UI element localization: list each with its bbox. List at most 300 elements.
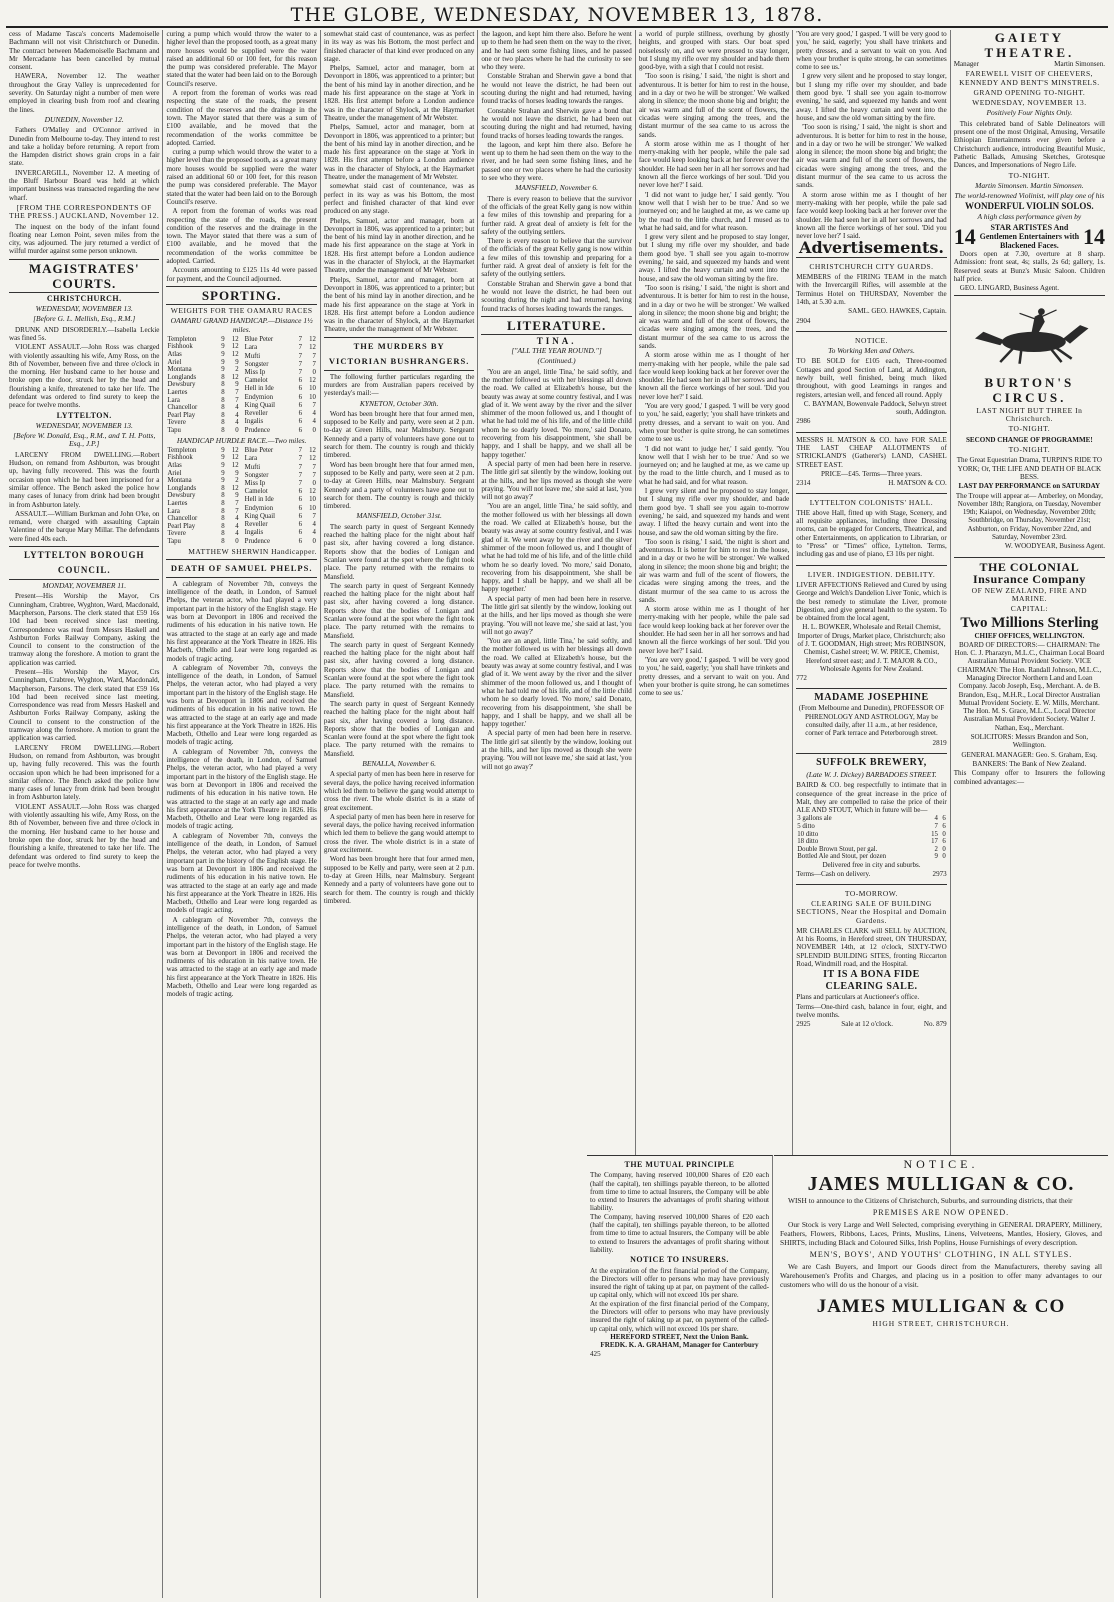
hurdle-weight-cell: 8: [221, 507, 225, 515]
bona-text: Plans and particulars at Auctioneer's office.: [796, 993, 920, 1002]
burton-tour: The Troupe will appear at— Amberley, on Monday, November 18th; Rangiora, on Tuesday, November 19th; Kaiapoi, on Wednesday, November 20th; Southbridge, on Thursday, November 21st; Ashburton, on Friday, November 22nd, and Saturday, November 23rd.: [955, 491, 1103, 541]
hurdle-weight-cell: 6: [298, 488, 303, 496]
weight-cell: 0: [312, 426, 316, 434]
hurdle-weight-cell: 8: [221, 537, 225, 545]
hurdle-weight-cell: 8: [221, 530, 225, 538]
hurdle-weight-cell: 12: [309, 447, 316, 455]
mansfield-dateline: MANSFIELD, October 31st.: [356, 511, 442, 521]
hurdle-weight-cell: Tevere: [167, 530, 186, 538]
water-paragraph-2: curing a pump which would throw the water to a higher level than the proposed tooth, as a great many more houses would be supplied were the water raised an additional 60 or 100 feet, for this reason the pump was considered preferable. The Mayor stated that the water had been laid on to the Borough Council's reserve.: [166, 148, 317, 206]
works-report: A report from the foreman of works was read respecting the state of the roads, the present condition of the reserves and the drainage in the town. The Mayor stated that there was a sum of £100 available, and he moved that the recommendation of the works committee be adopted. Carried.: [166, 89, 317, 147]
josephine-text: (From Melbourne and Dunedin), PROFESSOR OF PHRENOLOGY AND ASTROLOGY, May be consulted daily, after 11 a.m., at her residence, corner of Park terrace and Peterborough street.: [798, 704, 945, 738]
hurdle-weight-row: [166, 485, 239, 493]
mutual-text-2: The Company, having reserved 100,000 Shares of £20 each (half the capital), ten shillings payable thereon, to be allotted from time to time to actual Insurers, the Company will be able to extend to Insurers the advantages of profit sharing without liability.: [590, 1212, 769, 1254]
hurdle-weight-row: [244, 471, 317, 479]
hurdle-weight-cell: 9: [221, 462, 225, 469]
phelps-text: A cablegram of November 7th, conveys the intelligence of the death, in London, of Samuel Phelps, the veteran actor, who had played a very important part in the history of the English stage. He was born at Devonport in 1806 and received the rudiments of his education in his native town. He was attracted to the stage at an early age and made his first appearance at the York Theatre in 1826. His Macbeth, Othello and Lear were long regarded as models of tragic acting.: [166, 579, 317, 663]
hurdle-weight-cell: 4: [312, 521, 316, 529]
weight-cell: Reveller: [244, 410, 268, 418]
weight-cell: 6: [298, 401, 303, 409]
hurdle-weight-cell: Laertes: [167, 499, 188, 507]
mulligan-buy: We are Cash Buyers, and Import our Goods direct from the Manufacturers, thereby saving all Warehousemen's Profits and Charges, and placing us in a position to offer many advantages to our customers who will do us the honour of a visit.: [780, 1262, 1102, 1289]
weight-row: [166, 427, 239, 435]
weight-row: [166, 419, 239, 427]
weight-cell: 4: [235, 419, 239, 427]
price-cell: 3 gallons ale: [797, 815, 832, 823]
kyneton-dateline: KYNETON, October 30th.: [359, 398, 439, 408]
weight-cell: 12: [309, 377, 316, 385]
weight-cell: 4: [312, 418, 316, 426]
tina-p6: 'You are very good,' I gasped. 'I will be very good to you,' he said, eagerly; 'you shall have trinkets and pretty dresses, and a servant to wait on you. And when your brother is quite strong, he can sometimes come to see us.': [638, 402, 790, 444]
weight-cell: Ariel: [167, 358, 182, 366]
violinist-text: The world-renowned Violinist, will play one of his: [954, 191, 1105, 201]
lyttelton-court-before: [Before W. Donald, Esq., R.M., and T. H. Potts, Esq., J.P.]: [13, 431, 156, 449]
phelps-cont: somewhat staid cast of countenance, was as perfect in its way as was his Bottom, the most perfect and finished character of that kind ever produced on any stage.: [323, 30, 475, 63]
hurdle-weight-cell: 9: [221, 469, 225, 477]
weight-cell: Songster: [244, 360, 269, 368]
phelps-bio-4: Phelps, Samuel, actor and manager, born at Devonport in 1806, was apprenticed to a printer; but the bent of his mind lay in another direction, and he made his first appearance on the stage at York in 1828. His first attempt before a London audience was in the character of Shylock, at the Haymarket Theatre, under the management of Mr Webster.: [323, 216, 475, 275]
hurdle-weight-cell: 6: [298, 529, 303, 537]
dunedin-report: Fathers O'Malley and O'Connor arrived in Dunedin from Melbourne to-day. They intend to rest and take a holiday before returning. A report from the Hampden district shows grain crops in a fair state.: [9, 126, 160, 168]
weight-cell: 6: [298, 385, 303, 393]
suffolk-prices: [796, 815, 946, 861]
hurdle-weight-cell: 6: [298, 521, 303, 529]
hurdle-weight-row: [244, 463, 317, 471]
bona-footer: [796, 1020, 946, 1028]
murders-text-2: Word has been brought here that four armed men, supposed to be Kelly and party, were seen at 2 p.m. to-day at Green Hills, near Malmsbury. Sergeant Kennedy and a party of volunteers have gone out to search for them. The country is rough and thickly timbered.: [323, 460, 475, 511]
colonial-ad: [954, 557, 1105, 790]
weight-cell: Dewsbury: [167, 381, 196, 389]
weight-cell: Montana: [167, 366, 192, 374]
weight-cell: 12: [231, 343, 239, 351]
hurdle-weight-cell: 4: [235, 530, 239, 538]
weight-cell: 12: [231, 373, 239, 381]
murders-cont: the lagoon, and kept him there also. Before he went up to them he had seen them on the way to the river, and he had seen some fishing lines, and he passed one or two places where he had the curiosity to see who they were.: [481, 30, 632, 72]
weight-cell: 8: [221, 404, 225, 412]
weight-row: [166, 397, 239, 405]
weight-cell: 0: [312, 368, 316, 376]
manager-row: [954, 60, 1105, 68]
weight-row: [244, 352, 317, 360]
hurdle-weight-cell: 12: [309, 488, 316, 496]
tomorrow-head: TO-MORROW.: [844, 888, 899, 898]
weight-cell: 6: [298, 410, 303, 418]
hurdle-weight-cell: 6: [298, 512, 303, 520]
phelps-text-2: A cablegram of November 7th, conveys the intelligence of the death, in London, of Samuel Phelps, the veteran actor, who had played a very important part in the history of the English stage. He was born at Devonport in 1806 and received the rudiments of his education in his native town. He was attracted to the stage at an early age and made his first appearance at the York Theatre in 1826. His Macbeth, Othello and Lear were long regarded as models of tragic acting.: [166, 663, 317, 747]
weight-row: [166, 374, 239, 382]
weight-cell: 10: [309, 385, 316, 393]
weight-cell: 12: [309, 336, 316, 344]
hurdle-weight-row: [166, 470, 239, 478]
weight-cell: Lara: [244, 344, 258, 352]
hurdle-weight-cell: Fishhook: [167, 454, 193, 462]
price-row: [796, 838, 946, 846]
weight-cell: 7: [298, 360, 303, 368]
colonial-continued: [587, 1155, 773, 1598]
price-cell: 6: [942, 815, 946, 823]
price-cell: 7: [934, 823, 938, 831]
tina-p7: I grew very silent and he proposed to stay longer, but I slung my rifle over my shoulder, and bade them good bye. 'I shall see you again to-morrow evening,' he said, and squeezed my hands and went away. I lifted the heavy curtain and went into the house, and saw the old woman sitting by the fire.: [638, 233, 790, 283]
chief-offices: CHIEF OFFICES, WELLINGTON.: [974, 632, 1085, 641]
bona-head: IT IS A BONA FIDE CLEARING SALE.: [823, 969, 920, 993]
rumours-text-2: There is every reason to believe that the survivor of the officials of the great Kelly gang is now within a few miles of this township and preparing for a further raid. A great deal of anxiety is felt for the safety of the outlying settlers.: [481, 237, 632, 279]
weight-row: [244, 385, 317, 393]
mulligan-firm: JAMES MULLIGAN & CO.: [807, 1173, 1075, 1195]
hurdle-weight-cell: Lara: [244, 455, 258, 463]
search-text: The search party in quest of Sergeant Kennedy reached the halting place for the night about half past six, after having covered a long distance. Reports show that the bodies of Lonigan and Scanlan were found at the spot where the fight took place. The party returned with the remains to Mansfield.: [323, 522, 475, 581]
weights-table-right: [244, 336, 317, 435]
weight-cell: 9: [221, 358, 225, 366]
tina-continued: (Continued.): [537, 356, 576, 366]
hurdle-weight-cell: Mufti: [244, 463, 261, 471]
matson-head: MESSRS H. MATSON & CO. have FOR SALE THE LAST CHEAP ALLOTMENTS of STRICKLAND'S (Gatherer's) LAND, CASHEL STREET EAST.: [796, 435, 947, 469]
gaiety-heading: GAIETY THEATRE.: [984, 30, 1075, 60]
weight-row: [244, 344, 317, 352]
price-cell: 10 ditto: [797, 830, 819, 838]
mulligan-stock: Our Stock is very Large and Well Selected, comprising everything in GENERAL DRAPERY, Millinery, Feathers, Flowers, Ribbons, Laces, Prints, Muslins, Linens, Velveteens, Mantles, Hosiery, Gloves, and SHIRTS, including Black and Coloured Silks, Irish Poplins, House Furnishings of every description.: [780, 1220, 1102, 1247]
insurers-head: NOTICE TO INSURERS.: [630, 1255, 729, 1265]
weights-tables: [166, 336, 316, 435]
tina-text-3: 'You are an angel, little Tina,' he said softly, and the mother followed us with her blessings all down the road. We called at Elizabeth's house, but the beauty was away at some country festival, and I was glad of it. We went away by the river and the silver shimmer of the moon followed us, and I thought of what he had told me of his life, and of the little child whom he so dearly loved. 'No more,' said Donato, recovering from his disappointment, 'she shall be happy, and I shall be happy, and we shall all be happy together.': [481, 502, 632, 594]
weight-cell: 12: [309, 344, 316, 352]
mulligan-clothing: MEN'S, BOYS', AND YOUTHS' CLOTHING, IN ALL STYLES.: [809, 1250, 1073, 1259]
hurdle-weight-row: [166, 492, 239, 500]
hurdle-weight-row: [244, 488, 317, 496]
weight-row: [166, 351, 239, 359]
hurdle-weight-row: [166, 523, 239, 531]
hurdle-weight-cell: Templeton: [167, 446, 197, 454]
hurdle-weight-cell: 8: [221, 484, 225, 492]
water-paragraph: curing a pump which would throw the water to a higher level than the proposed tooth, as a great many more houses would be supplied were the water raised an additional 60 or 100 feet, for this reason the pump was considered preferable. The Mayor stated that the water had been laid on to the Borough Council's reserve.: [166, 30, 317, 88]
search-text-4: The search party in quest of Sergeant Kennedy reached the halting place for the night about half past six, after having covered a long distance. Reports show that the bodies of Lonigan and Scanlan were found at the spot where the fight took place. The party returned with the remains to Mansfield.: [323, 699, 475, 758]
weight-cell: 6: [298, 426, 303, 434]
matson-ad: [796, 432, 946, 491]
hurdle-weight-cell: 8: [221, 515, 225, 523]
mulligan-wish: WISH to announce to the Citizens of Christchurch, Suburbs, and surrounding districts, that their: [788, 1196, 1073, 1205]
price-cell: 17: [931, 838, 938, 846]
christchurch-court-date: WEDNESDAY, NOVEMBER 13.: [35, 304, 133, 314]
notice-text: TO BE SOLD for £105 each, Three-roomed Cottages and good Section of Land, at Addington, newly built, well finished, being much liked throughout, with good Leamings in ranges and registers, artesian well, and fenced all round. Apply: [796, 357, 947, 399]
insurers-text-2: At the expiration of the first financial period of the Company, the Directors will offer to persons who may have previously insured the right of taking up at par, on payment of the called-up capital only, which will not exceed 10s per share.: [590, 1299, 769, 1333]
hurdle-weight-cell: 0: [235, 537, 239, 545]
hurdle-weight-cell: 7: [235, 499, 239, 507]
hurdle-weight-row: [166, 454, 239, 462]
price-cell: 0: [942, 853, 946, 861]
hurdle-weight-cell: 12: [231, 454, 239, 462]
hurdle-weight-row: [166, 447, 239, 455]
dunedin-dateline: DUNEDIN, November 12.: [44, 114, 124, 124]
hurdle-weight-row: [244, 496, 317, 504]
tina-p6b: 'You are very good,' I gasped. 'I will be very good to you,' he said, eagerly; 'you shall have trinkets and pretty dresses, and a servant to wait on you. And when your brother is quite strong, he can sometimes come to see us.': [638, 655, 790, 698]
phelps-text-3: A cablegram of November 7th, conveys the intelligence of the death, in London, of Samuel Phelps, the veteran actor, who had played a very important part in the history of the English stage. He was born at Devonport in 1806 and received the rudiments of his education in his native town. He was attracted to the stage at an early age and made his first appearance at the York Theatre in 1826. His Macbeth, Othello and Lear were long regarded as models of tragic acting.: [166, 747, 317, 831]
weight-cell: 10: [309, 393, 316, 401]
hurdle-weight-cell: 7: [312, 471, 316, 479]
weight-cell: 8: [221, 381, 225, 389]
tina-end: 'You are very good,' I gasped. 'I will be very good to you,' he said, eagerly; 'you shall have trinkets and pretty dresses, and a servant to wait on you. And when your brother is quite strong, he can sometimes come to see us.': [796, 30, 947, 72]
phelps-bio-2: Phelps, Samuel, actor and manager, born at Devonport in 1806, was apprenticed to a printer; but the bent of his mind lay in another direction, and he made his first appearance on the stage at York in 1828. His first attempt before a London audience was in the character of Shylock, at the Haymarket Theatre, under the management of Mr Webster.: [323, 123, 475, 182]
weight-cell: 8: [221, 426, 225, 434]
weight-cell: Templeton: [167, 335, 197, 343]
phelps-text-5: A cablegram of November 7th, conveys the intelligence of the death, in London, of Samuel Phelps, the veteran actor, who had played a very important part in the history of the English stage. He was born at Devonport in 1806 and received the rudiments of his education in his native town. He was attracted to the stage at an early age and made his first appearance at the York Theatre in 1826. His Macbeth, Othello and Lear were long regarded as models of tragic acting.: [166, 915, 317, 999]
mutual-text: The Company, having reserved 100,000 Shares of £20 each (half the capital), ten shillings payable thereon, to be allotted from time to time to actual Insurers, the Company will be able to extend to Insurers the advantages of profit sharing without liability.: [590, 1171, 769, 1213]
weight-cell: 9: [221, 343, 225, 351]
weight-cell: 7: [298, 352, 303, 360]
tina-p5b: 'I did not want to judge her,' I said gently. 'You know well that I wish her to be true.' And so we journeyed on; and he laughed at me, as we came up by the road to the little church, and I mused as to what he had said, and for what reason.: [638, 444, 790, 486]
weight-cell: 7: [298, 344, 303, 352]
bankers: BANKERS: The Bank of New Zealand.: [972, 759, 1087, 768]
benalla-text-2: A special party of men has been here in reserve for several days, the police having received information which led them to believe the gang would attempt to cross the river. The whole district is in a state of great excitement.: [323, 812, 475, 855]
weight-cell: 9: [221, 366, 225, 374]
hurdle-weight-cell: 7: [298, 480, 303, 487]
hurdle-weight-cell: 4: [235, 515, 239, 523]
weights-tables-2: [166, 447, 316, 546]
burton-last: LAST NIGHT BUT THREE In Christchurch.: [976, 405, 1083, 424]
lyttelton-hall-head: LYTTELTON COLONISTS' HALL.: [809, 497, 934, 507]
gaiety-text: This celebrated band of Sable Delineators will present one of the most Original, Amusing, Versatile Ethiopian Entertainments ever given before a Christchurch audience, introducing Beautiful Music, Pathetic Ballads, Amusing Sketches, Grotesque Dances, and Impersonations of Negro Life.: [953, 119, 1106, 170]
weight-cell: 12: [231, 335, 239, 343]
hurdle-weight-cell: 4: [312, 529, 316, 537]
column-2: [163, 30, 320, 1598]
tina-p7b: I grew very silent and he proposed to stay longer, but I slung my rifle over my shoulder, and bade them good bye. 'I shall see you again to-morrow evening,' he said, and squeezed my hands and went away. I lifted the heavy curtain and went into the house, and saw the old woman sitting by the fire.: [638, 487, 790, 537]
price-row: [796, 823, 946, 831]
notice-no: 2986: [796, 417, 811, 426]
column-3: [321, 30, 478, 1598]
burton-ad: [954, 295, 1105, 555]
weight-cell: 9: [235, 358, 239, 366]
hurdle-weight-cell: 7: [312, 512, 316, 520]
oamaru-grand-head: OAMARU GRAND HANDICAP.—Distance 1½ miles.: [170, 316, 313, 334]
hurdle-weight-cell: 12: [231, 462, 239, 469]
weight-cell: 7: [312, 360, 316, 368]
weight-cell: 6: [298, 393, 303, 401]
hurdle-weight-cell: 10: [309, 504, 316, 512]
suffolk-sub: (Late W. J. Dickey) BARBADOES STREET.: [806, 769, 937, 779]
hurdle-weight-cell: 9: [235, 469, 239, 477]
hurdle-weight-row: [166, 462, 239, 470]
search-text-3: The search party in quest of Sergeant Kennedy reached the halting place for the night about half past six, after having covered a long distance. Reports show that the bodies of Lonigan and Scanlan were found at the spot where the fight took place. The party returned with the remains to Mansfield.: [323, 640, 475, 699]
tina-text-2: A special party of men had been here in reserve. The little girl sat silently by the window, looking out at the hills, and her lips moved as though she were praying. 'You will not leave me,' she said at last, 'you will not go away?': [481, 459, 632, 502]
borough-date: MONDAY, NOVEMBER 11.: [42, 581, 127, 591]
weight-row: [244, 402, 317, 410]
hurdle-weight-cell: Endymion: [244, 504, 273, 512]
weight-cell: 8: [221, 411, 225, 419]
column-1: [6, 30, 163, 1598]
price-cell: 5 ditto: [797, 823, 815, 831]
weight-cell: 8: [221, 419, 225, 427]
simonsen-names: Martin Simonsen. Martin Simonsen.: [975, 180, 1084, 190]
weight-cell: 7: [312, 401, 316, 409]
weight-cell: Longlands: [167, 373, 197, 381]
weight-cell: Endymion: [244, 393, 273, 401]
matson-footer: [796, 479, 946, 487]
weight-row: [244, 426, 317, 434]
assault2-case: ASSAULT.—William Burkman and John O'ke, on remand, were charged with assaulting Captain Valentine of the barque Mary Millar. The defendants were fined 40s each.: [9, 509, 160, 543]
gaiety-doors: Doors open at 7.30, overture at 8 sharp. Admission: front seat, 4s; stalls, 2s 6d; gallery, 1s. Reserved seats at Bunz's Music Saloon. Children half price.: [953, 250, 1106, 283]
masthead: THE GLOBE, WEDNESDAY, NOVEMBER 13, 1878.: [290, 4, 824, 26]
bona-sale: Sale at 12 o'clock.: [841, 1020, 894, 1029]
accounts-paragraph: Accounts amounting to £125 11s 4d were passed for payment, and the Council adjourned.: [166, 266, 317, 283]
hurdle-weight-cell: 9: [221, 477, 225, 485]
capital-label: CAPITAL:: [1010, 604, 1048, 614]
weight-cell: Miss Ip: [244, 368, 266, 376]
liver-agents: H. L. BOWKER, Wholesale and Retail Chemist, Importer of Drugs, Market place, Christchurch; also of J. T. GOODMAN, High street; Mrs ROBINSON, Chemist, Cashel street; W. W. PRICE, Chemist, Hereford street east; and J. T. MAJOR & CO., Wholesale Agents for New Zealand.: [797, 623, 946, 673]
rumours-text: There is every reason to believe that the survivor of the officials of the great Kelly gang is now within a few miles of this township and preparing for a further raid. A great deal of anxiety is felt for the safety of the outlying settlers.: [481, 194, 632, 236]
notice-sub: To Working Men and Others.: [828, 346, 915, 356]
hurdle-weight-cell: 7: [298, 463, 303, 471]
hurdle-weight-cell: 12: [231, 484, 239, 492]
weight-cell: 7: [312, 352, 316, 360]
tina-text: 'You are an angel, little Tina,' he said softly, and the mother followed us with her blessings all down the road. We called at Elizabeth's house, but the beauty was away at some country festival, and I was glad of it. We went away by the river and the silver shimmer of the moon followed us, and I thought of what he had told me of his life, and of the little child whom he so dearly loved. 'No more,' said Donato, recovering from his disappointment, 'she shall be happy, and I shall be happy, and we shall all be happy together.': [481, 367, 632, 459]
mulligan-ad: [774, 1155, 1108, 1598]
general-manager: GENERAL MANAGER: Geo. S. Graham, Esq.: [961, 750, 1098, 759]
weights-table-left: [166, 336, 239, 435]
weight-cell: Tevere: [167, 419, 186, 427]
hurdle-weight-cell: 4: [235, 522, 239, 530]
sale-ad: [796, 884, 946, 1032]
hawera-report: HAWERA, November 12. The weather throughout the Gray Valley is unprecedented for severity. On Saturday night a number of men were employed in clearing bush from roof and clearing the lines.: [9, 72, 160, 114]
phelps-text-4: A cablegram of November 7th, conveys the intelligence of the death, in London, of Samuel Phelps, the veteran actor, who had played a very important part in the history of the English stage. He was born at Devonport in 1806 and received the rudiments of his education in his native town. He was attracted to the stage at an early age and made his first appearance at the York Theatre in 1826. His Macbeth, Othello and Lear were long regarded as models of tragic acting.: [166, 831, 317, 915]
literature-heading: LITERATURE.: [481, 316, 631, 335]
borough-report-cont2: LARCENY FROM DWELLING.—Robert Hudson, on remand from Ashburton, was brought up, having fully recovered. This was the fourth occasion upon which he had been imprisoned for a similar offence. The Bench asked the police how many cases of lunacy from drink had been brought in from Ashburton lately.: [9, 743, 160, 802]
guards-ad: [796, 257, 946, 329]
weight-cell: 2: [235, 366, 239, 374]
weight-row: [244, 393, 317, 401]
two-millions: Two Millions Sterling: [960, 615, 1099, 632]
hurdle-weight-cell: 7: [298, 471, 303, 479]
tina-p3c: 'Too soon is rising,' I said, 'the night is short and adventurous. It is better for him to rest in the house, and in a day or two he will be stronger.' We walked along in silence; the moon shone big and bright; the air was warm and full of the scent of flowers, the cicadas were singing among the trees, and the distant murmur of the sea came to us across the sands.: [638, 537, 790, 604]
frede-graham: FREDK. K. A. GRAHAM, Manager for Canterbury: [600, 1341, 759, 1350]
weight-row: [166, 381, 239, 389]
hurdle-weight-row: [244, 447, 317, 455]
guards-no: 2904: [796, 316, 811, 325]
hurdle-weight-cell: Pearl Play: [167, 522, 196, 530]
weight-cell: 8: [221, 373, 225, 381]
christchurch-court-head: CHRISTCHURCH.: [46, 293, 122, 303]
hurdle-weight-cell: Reveller: [244, 521, 268, 529]
intro-paragraph: cess of Madame Tasca's concerts Mademoiselle Bachmann will not visit Christchurch or Dunedin. The contract between Mademoiselle Bachmann and Mr Mercadante has been cancelled by mutual consent.: [9, 30, 160, 72]
mutual-head: THE MUTUAL PRINCIPLE: [624, 1160, 735, 1169]
lyttelton-hall-ad: [796, 493, 946, 563]
tina-text-5: 'You are an angel, little Tina,' he said softly, and the mother followed us with her blessings all down the road. We called at Elizabeth's house, but the beauty was away at some country festival, and I was glad of it. We went away by the river and the silver shimmer of the moon followed us, and I thought of what he had told me of his life, and of the little child whom he so dearly loved. 'No more,' said Donato, recovering from his disappointment, 'she shall be happy, and I shall be happy, and we shall all be happy together.': [481, 637, 632, 729]
weight-cell: Tapu: [167, 426, 181, 434]
colonial-heading: THE COLONIAL Insurance Company: [972, 559, 1086, 586]
hurdle-head: HANDICAP HURDLE RACE.—Two miles.: [176, 435, 307, 445]
hurdle-weight-cell: 12: [231, 446, 239, 454]
weight-cell: Blue Peter: [244, 336, 274, 344]
hurdle-weight-cell: 7: [298, 455, 303, 463]
lyttelton-hall-text: THE above Hall, fitted up with Stage, Scenery, and all requisite appliances, including three Dressing rooms, can be engaged for Concerts, Theatrical, and other Entertainments, on application to Librarian, or to "Press" or "Times" office, Lyttelton. Terms, including gas and use of piano, £3 10s per night.: [796, 508, 947, 559]
tina-p4c: A storm arose within me as I thought of her merry-making with her people, while the pale sad face would keep looking back at her forever over the shoulder. He had seen her in all her sorrows and had known all the fierce workings of her soul. 'Did you never love her?' I said.: [638, 605, 790, 655]
weight-cell: 7: [298, 368, 303, 376]
frede-no: 425: [590, 1349, 601, 1358]
high-class: A high class performance given by: [977, 211, 1082, 221]
hurdle-weight-cell: Songster: [244, 471, 269, 479]
burton-heading: BURTON'S CIRCUS.: [984, 374, 1075, 405]
weight-cell: Camelot: [244, 377, 268, 385]
hurdle-weight-cell: 8: [221, 522, 225, 530]
matson-sign: H. MATSON & CO.: [888, 479, 947, 488]
tina-p5: 'I did not want to judge her,' I said gently. 'You know well that I wish her to be true.' And so we journeyed on; and he laughed at me, as we came up by the road to the little church, and I mused as to what he had said, and for what reason.: [638, 190, 790, 232]
stars-num-right: 14: [1083, 223, 1106, 249]
weight-cell: Prudence: [244, 426, 270, 434]
borough-report-cont3: VIOLENT ASSAULT.—John Ross was charged with violently assaulting his wife, Amy Ross, on the 8th of November, between five and three o'clock in the morning. Her husband came to her house and broke open the door, struck her by the head and flourishing a knife, threatened to take her life. The defendant was ordered to find surety to keep the peace for twelve months.: [9, 802, 160, 869]
tina-text-4: A special party of men had been here in reserve. The little girl sat silently by the window, looking out at the hills, and her lips moved as though she were praying. 'You will not leave me,' she said at last, 'you will not go away?': [481, 594, 632, 636]
weight-cell: 4: [312, 410, 316, 418]
hurdle-weight-row: [166, 530, 239, 538]
assault-case: VIOLENT ASSAULT.—John Ross was charged with violently assaulting his wife, Amy Ross, on the 8th of November, between five and three o'clock in the morning. Her husband came to her house and broke open the door, struck her by the head and flourishing a knife, threatened to take her life. The defendant was ordered to find surety to keep the peace for twelve months.: [9, 343, 160, 410]
guards-head: CHRISTCHURCH CITY GUARDS.: [809, 261, 934, 271]
advantages: This Company offer to Insurers the following combined advantages:—: [953, 769, 1106, 786]
manager-label: Manager: [953, 60, 979, 68]
hurdle-weight-row: [244, 529, 317, 537]
christchurch-court-before: [Before G. L. Mellish, Esq., R.M.]: [33, 314, 136, 324]
weight-cell: 9: [235, 381, 239, 389]
magistrates-courts-heading: MAGISTRATES' COURTS.: [9, 259, 159, 293]
price-cell: 15: [931, 830, 938, 838]
stars-num-left: 14: [953, 223, 976, 249]
price-cell: 4: [934, 815, 938, 823]
matson-no: 2314: [796, 479, 811, 488]
hurdle-weight-cell: Tapu: [167, 537, 181, 545]
mulligan-premises: PREMISES ARE NOW OPENED.: [872, 1208, 1010, 1217]
phelps-bio: Phelps, Samuel, actor and manager, born at Devonport in 1806, was apprenticed to a printer; but the bent of his mind lay in another direction, and he made his first appearance on the stage at York in 1828. His first attempt before a London audience was in the character of Shylock, at the Haymarket Theatre, under the management of Mr Webster.: [323, 64, 475, 122]
mulligan-firm-2: JAMES MULLIGAN & CO: [816, 1296, 1066, 1317]
murders-text: Word has been brought here that four armed men, supposed to be Kelly and party, were seen at 2 p.m. to-day at Green Hills, near Malmsbury. Sergeant Kennedy and a party of volunteers have gone out to search for them. The country is rough and thickly timbered.: [323, 409, 475, 460]
hurdle-weight-cell: King Quail: [244, 512, 276, 520]
weights-table-right-2: [244, 447, 317, 546]
guards-text: MEMBERS of the FIRING TEAM in the match with the Invercargill Rifles, will assemble at the Terminus Hotel on THURSDAY, November the 14th, at 5.30 a.m.: [796, 273, 947, 306]
burton-tonight: TO-NIGHT.: [1008, 424, 1051, 434]
hurdle-weight-row: [244, 455, 317, 463]
weight-cell: 7: [235, 396, 239, 404]
josephine-no: 2819: [932, 738, 947, 747]
masthead-rule: [6, 26, 1108, 28]
matson-price: PRICE—£45. Terms—Three years.: [820, 469, 922, 478]
weight-row: [244, 410, 317, 418]
sale-head: CLEARING SALE OF BUILDING SECTIONS, Near the Hospital and Domain Gardens.: [796, 898, 947, 925]
weight-cell: Atlas: [167, 350, 182, 358]
hurdle-weight-row: [244, 537, 317, 545]
hurdle-weight-cell: 9: [235, 492, 239, 500]
weight-row: [244, 360, 317, 368]
suffolk-terms: Terms—Cash on delivery.: [796, 870, 871, 879]
hurdle-weight-row: [244, 480, 317, 488]
hurdle-weight-cell: 8: [221, 492, 225, 500]
borough-report-cont: Present—His Worship the Mayor, Crs Cunningham, Crabtree, Wyghton, Ward, Macdonald, Macpherson, Parsons. The clerk stated that £59 16s 10d had been received since last meeting. Correspondence was read from Messrs Haskell and Ashburton Forks Railway Company, asking the Council to consent to the construction of the tramway along the foreshore. A motion to grant the application was carried.: [9, 668, 160, 743]
borough-council-heading: LYTTELTON BOROUGH COUNCIL.: [9, 546, 159, 580]
price-row: [796, 846, 946, 854]
hurdle-weight-cell: Chancellor: [167, 515, 198, 523]
price-cell: Bottled Ale and Stout, per dozen: [797, 853, 886, 861]
hurdle-weight-cell: 6: [298, 537, 303, 545]
burton-second: SECOND CHANGE OF PROGRAMME!: [965, 435, 1093, 444]
suffolk-no: 2973: [932, 870, 947, 879]
weight-cell: Ingalis: [244, 418, 264, 426]
liver-ad: [796, 565, 946, 687]
weight-cell: King Quail: [244, 401, 276, 409]
burton-tonight-2: TO-NIGHT.: [1008, 445, 1051, 455]
hurdle-weight-cell: Hell in Ide: [244, 496, 274, 504]
weight-cell: 6: [298, 377, 303, 385]
tina-title: TINA.: [536, 335, 577, 346]
weight-cell: Pearl Play: [167, 411, 196, 419]
tina-end-3: 'Too soon is rising,' I said, 'the night is short and adventurous. It is better for him to rest in the house, and in a day or two he will be stronger.' We walked along in silence; the moon shone big and bright; the air was warm and full of the scent of flowers, the cicadas were singing among the trees, and the distant murmur of the sea came to us across the sands.: [796, 123, 947, 190]
hurdle-weight-row: [166, 477, 239, 485]
hurdle-weight-cell: 9: [221, 454, 225, 462]
constable-text-2: Constable Strahan and Sherwin gave a bond that he would not leave the district, he had been out scouting during the night and had returned, having found tracks of horses leading towards the ranges.: [481, 106, 632, 140]
constable-text: Constable Strahan and Sherwin gave a bond that he would not leave the district, he had been out scouting during the night and had returned, having found tracks of horses leading towards the ranges.: [481, 72, 632, 106]
borough-report: Present—His Worship the Mayor, Crs Cunningham, Crabtree, Wyghton, Ward, Macdonald, Macpherson, Parsons. The clerk stated that £59 16s 10d had been received since last meeting. Correspondence was read from Messrs Haskell and Ashburton Forks Railway Company, asking the Council to consent to the construction of the tramway along the foreshore. A motion to grant the application was carried.: [9, 592, 160, 667]
